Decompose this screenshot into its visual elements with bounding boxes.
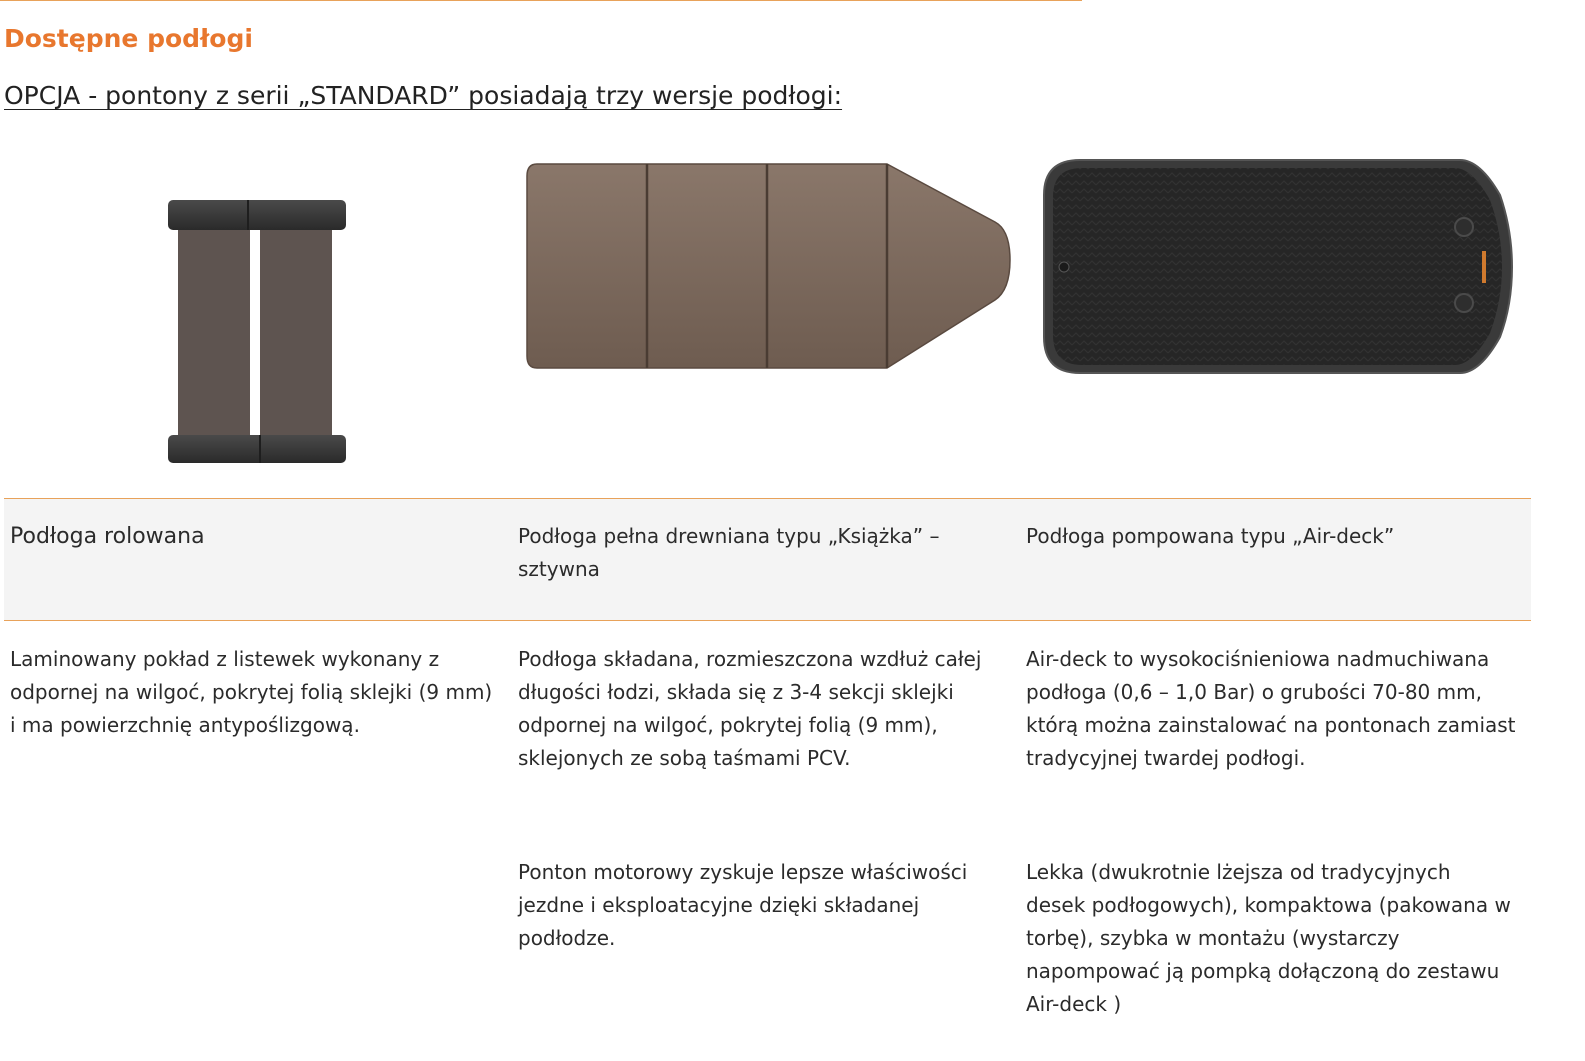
floor-description-book: Podłoga składana, rozmieszczona wzdłuż całej długości łodzi, składa się z 3-4 sekcji sklejki odpornej na wilgoć, pokrytej folią (9 mm), sklejonych ze sobą taśmami PCV.: [518, 647, 982, 770]
airdeck-floor-image: [1040, 155, 1515, 380]
floor-description-rolled: Laminowany pokład z listewek wykonany z odpornej na wilgoć, pokrytej folią sklejki (9 mm) i ma powierzchnię antypoślizgową.: [10, 647, 493, 737]
floor-name-rolled: Podłoga rolowana: [10, 524, 205, 549]
floor-description-airdeck: Air-deck to wysokociśnieniowa nadmuchiwana podłoga (0,6 – 1,0 Bar) o grubości 70-80 mm, którą można zainstalować na pontonach zamiast tradycyjnej twardej podłogi.: [1026, 647, 1516, 770]
section-subtitle: OPCJA - pontony z serii „STANDARD” posiadają trzy wersje podłogi:: [4, 81, 843, 110]
floor-advantages-book: Ponton motorowy zyskuje lepsze właściwości jezdne i eksploatacyjne dzięki składanej podłodze.: [518, 860, 968, 950]
top-divider: [0, 0, 1082, 1]
section-title: Dostępne podłogi: [4, 24, 253, 53]
rolled-floor-image: [160, 195, 355, 470]
floor-advantages-airdeck: Lekka (dwukrotnie lżejsza od tradycyjnych desek podłogowych), kompaktowa (pakowana w torbę), szybka w montażu (wystarczy napompować ją pompką dołączoną do zestawu Air-deck ): [1026, 860, 1511, 1016]
floor-name-airdeck: Podłoga pompowana typu „Air-deck”: [1026, 524, 1395, 548]
floor-name-book: Podłoga pełna drewniana typu „Książka” – sztywna: [518, 524, 940, 581]
book-floor-image: [525, 160, 1015, 375]
